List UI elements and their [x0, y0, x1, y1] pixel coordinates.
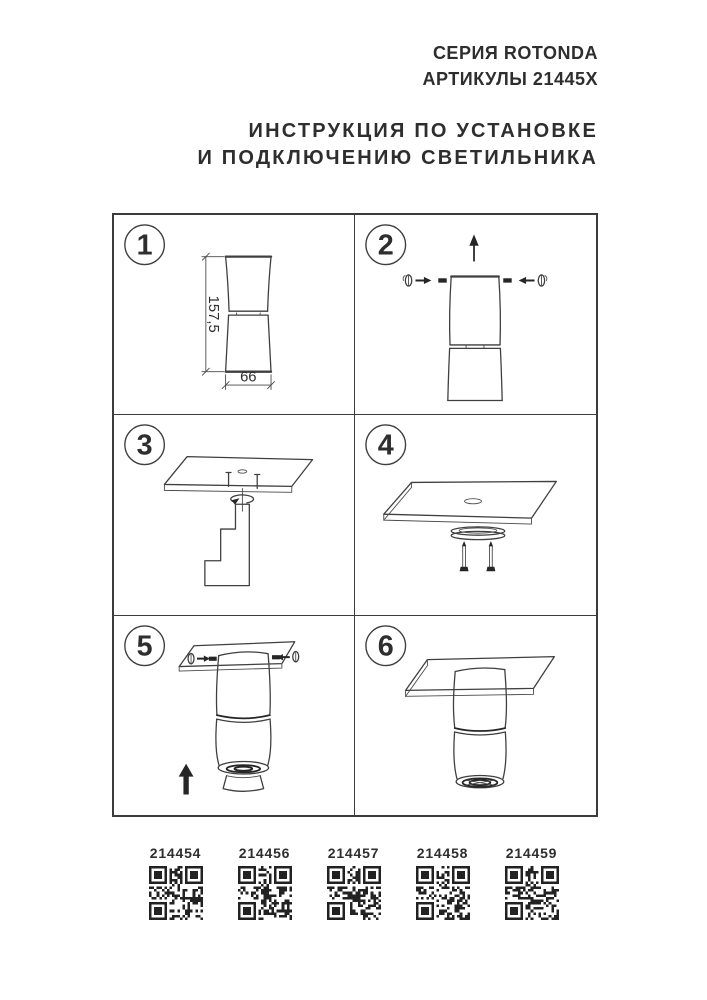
- qr-code: [505, 866, 559, 920]
- height-dimension-label: 157,5: [204, 295, 221, 333]
- step-panel-6: [355, 616, 596, 815]
- ceiling-plate-drawing: [384, 482, 557, 525]
- up-arrow-icon: [469, 234, 478, 260]
- qr-item: [504, 845, 560, 920]
- qr-item: [326, 845, 382, 920]
- left-screw-arrow-icon: [415, 277, 431, 284]
- svg-text:4: 4: [377, 430, 394, 463]
- instruction-title-line2: И ПОДКЛЮЧЕНИЮ СВЕТИЛЬНИКА: [197, 147, 598, 169]
- svg-text:1: 1: [136, 229, 153, 262]
- step-panel-3: [114, 415, 355, 615]
- diffuser-cone-drawing: [223, 775, 263, 791]
- ceiling-plate-drawing: [406, 656, 555, 696]
- articles-title: АРТИКУЛЫ 21445X: [422, 69, 598, 89]
- qr-code: [327, 866, 381, 920]
- stepped-bracket-drawing: [205, 505, 249, 586]
- instruction-title-line1: ИНСТРУКЦИЯ ПО УСТАНОВКЕ: [248, 120, 598, 142]
- step-4-drawing: [355, 415, 596, 614]
- qr-row: [0, 845, 707, 920]
- step-2-drawing: [355, 215, 596, 414]
- right-screw-arrow-icon: [519, 277, 535, 284]
- step-6-drawing: [355, 616, 596, 815]
- series-title: СЕРИЯ ROTONDA: [432, 43, 598, 63]
- step-panel-1: [114, 215, 355, 415]
- ceiling-plate-drawing: [164, 457, 312, 493]
- right-set-screw: [503, 275, 547, 286]
- svg-text:3: 3: [136, 429, 153, 463]
- up-arrow-icon: [179, 763, 194, 794]
- instruction-title: [197, 118, 598, 172]
- qr-code: [238, 866, 292, 920]
- qr-article-label: 214454: [149, 845, 202, 861]
- qr-article-label: 214457: [327, 845, 380, 861]
- fixture-front-view: [226, 257, 271, 372]
- right-screw-arrow-icon: [277, 654, 290, 660]
- step-panel-4: [355, 415, 596, 615]
- step-number-badge: [125, 626, 165, 666]
- document-header: [197, 40, 598, 172]
- step-number-badge: [125, 225, 165, 265]
- width-dimension-label: 66: [240, 369, 257, 386]
- qr-item: [148, 845, 204, 920]
- left-set-screw: [403, 275, 447, 286]
- right-set-screw: [272, 651, 299, 661]
- trim-ring-drawing: [451, 527, 505, 540]
- fixture-body-drawing: [448, 276, 502, 400]
- left-set-screw: [188, 653, 217, 663]
- height-dimension: [202, 253, 224, 375]
- step-number-badge: [125, 425, 165, 465]
- step-panel-5: [114, 616, 355, 815]
- qr-article-label: 214456: [238, 845, 291, 861]
- lens-louver-drawing: [456, 775, 504, 787]
- step-3-drawing: [114, 415, 354, 614]
- qr-article-label: 214459: [505, 845, 558, 861]
- svg-text:5: 5: [136, 630, 153, 663]
- qr-code: [149, 866, 203, 920]
- qr-article-label: 214458: [416, 845, 469, 861]
- qr-item: [415, 845, 471, 920]
- step-panel-2: [355, 215, 596, 415]
- step-5-drawing: [114, 616, 354, 815]
- left-screw-arrow-icon: [197, 655, 210, 661]
- step-number-badge: [366, 425, 406, 465]
- qr-code: [416, 866, 470, 920]
- step-number-badge: [366, 225, 406, 265]
- fixture-body-drawing: [453, 668, 506, 779]
- qr-item: [237, 845, 293, 920]
- step-number-badge: [366, 626, 406, 666]
- mounting-screws-drawing: [460, 541, 496, 571]
- svg-text:2: 2: [377, 229, 394, 262]
- svg-text:6: 6: [377, 630, 394, 663]
- step-1-drawing: [114, 215, 354, 414]
- steps-grid: [112, 213, 598, 817]
